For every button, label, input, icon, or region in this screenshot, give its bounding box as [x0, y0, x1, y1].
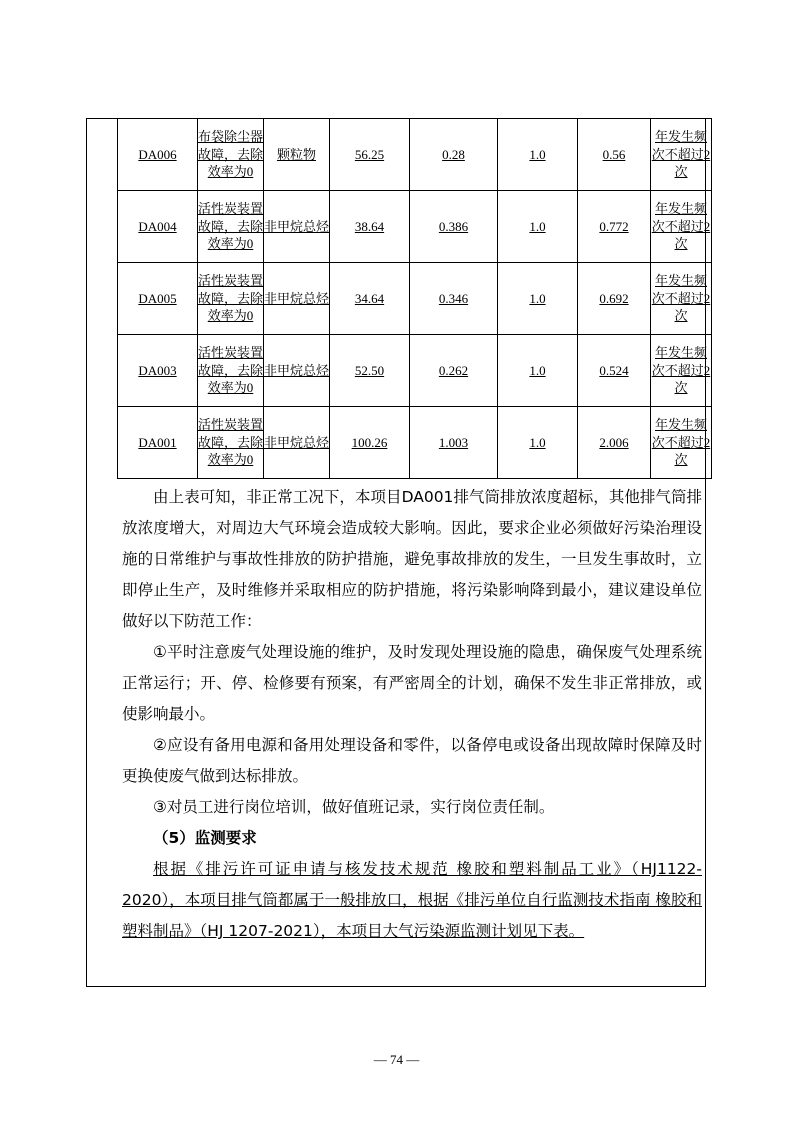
- emission-point-cell-text: DA003: [138, 362, 177, 378]
- emission-rate-cell: [410, 335, 498, 407]
- emission-point-cell: [118, 263, 198, 335]
- frequency-cell: [651, 263, 712, 335]
- abnormal-reason-cell-text: 活性炭装置故障，去除效率为0: [198, 345, 264, 396]
- duration-cell-text: 1.0: [529, 434, 546, 450]
- frequency-cell-text: 年发生频次不超过2次: [651, 201, 711, 252]
- emission-point-cell: [118, 407, 198, 479]
- abnormal-reason-cell: [198, 191, 264, 263]
- pollutant-cell: [264, 119, 330, 191]
- concentration-cell: [330, 263, 410, 335]
- emission-rate-cell-text: 1.003: [438, 434, 469, 450]
- body-text: [122, 482, 702, 947]
- emission-rate-cell: [410, 263, 498, 335]
- emission-amount-cell-text: 2.006: [599, 434, 629, 450]
- pollutant-cell: [264, 335, 330, 407]
- emission-point-cell-text: DA001: [138, 434, 177, 450]
- emission-amount-cell: [578, 335, 651, 407]
- concentration-cell-text: 56.25: [354, 146, 385, 162]
- abnormal-reason-cell: [198, 263, 264, 335]
- concentration-cell-text: 34.64: [354, 290, 385, 306]
- duration-cell-text: 1.0: [529, 290, 546, 306]
- abnormal-reason-cell-text: 活性炭装置故障，去除效率为0: [198, 417, 264, 468]
- duration-cell: [498, 263, 578, 335]
- abnormal-reason-cell-text: 活性炭装置故障，去除效率为0: [198, 201, 264, 252]
- abnormal-reason-cell-text: 布袋除尘器故障，去除效率为0: [198, 129, 264, 180]
- emission-amount-cell-text: 0.524: [599, 362, 629, 378]
- concentration-cell: [330, 119, 410, 191]
- table-row: [118, 263, 712, 335]
- page-number: — 74 —: [373, 1052, 420, 1067]
- concentration-cell-text: 38.64: [354, 218, 385, 234]
- abnormal-reason-cell: [198, 119, 264, 191]
- emission-rate-cell-text: 0.386: [438, 218, 469, 234]
- paragraph-measure-3: ③对员工进行岗位培训，做好值班记录，实行岗位责任制。: [153, 798, 555, 816]
- emission-amount-cell-text: 0.56: [602, 146, 626, 162]
- emission-rate-cell-text: 0.262: [438, 362, 469, 378]
- duration-cell: [498, 119, 578, 191]
- duration-cell-text: 1.0: [529, 218, 546, 234]
- table-row: [118, 191, 712, 263]
- pollutant-cell-text: 非甲烷总烃: [264, 290, 330, 306]
- frequency-cell: [651, 119, 712, 191]
- emission-rate-cell: [410, 407, 498, 479]
- abnormal-reason-cell: [198, 335, 264, 407]
- duration-cell-text: 1.0: [529, 146, 546, 162]
- paragraph-conclusion: 由上表可知，非正常工况下，本项目DA001排气筒排放浓度超标，其他排气筒排放浓度增大，对周边大气环境会造成较大影响。因此，要求企业必须做好污染治理设施的日常维护与事故性排放的防护措施，避免事故排放的发生，一旦发生事故时，立即停止生产，及时维修并采取相应的防护措施，将污染影响降到最小，建议建设单位做好以下防范工作：: [122, 488, 702, 630]
- pollutant-cell-text: 颗粒物: [276, 146, 316, 162]
- pollutant-cell: [264, 407, 330, 479]
- concentration-cell-text: 100.26: [351, 434, 388, 450]
- duration-cell-text: 1.0: [529, 362, 546, 378]
- emission-amount-cell: [578, 119, 651, 191]
- pollutant-cell-text: 非甲烷总烃: [264, 362, 330, 378]
- concentration-cell: [330, 407, 410, 479]
- emission-amount-cell: [578, 263, 651, 335]
- paragraph-monitoring: 根据《排污许可证申请与核发技术规范 橡胶和塑料制品工业》（HJ1122-2020），本项目排气筒都属于一般排放口，根据《排污单位自行监测技术指南 橡胶和塑料制品》（HJ 1207-2021），本项目大气污染源监测计划见下表。: [122, 860, 702, 940]
- paragraph-measure-1: ①平时注意废气处理设施的维护，及时发现处理设施的隐患，确保废气处理系统正常运行；开、停、检修要有预案，有严密周全的计划，确保不发生非正常排放，或使影响最小。: [122, 643, 702, 723]
- emission-point-cell-text: DA006: [138, 146, 177, 162]
- emission-rate-cell: [410, 119, 498, 191]
- section-heading-monitoring: （5）监测要求: [153, 829, 257, 847]
- duration-cell: [498, 191, 578, 263]
- concentration-cell: [330, 335, 410, 407]
- emission-point-cell: [118, 119, 198, 191]
- table-row: [118, 335, 712, 407]
- frequency-cell-text: 年发生频次不超过2次: [651, 417, 711, 468]
- frequency-cell-text: 年发生频次不超过2次: [651, 273, 711, 324]
- emission-rate-cell-text: 0.28: [442, 146, 465, 162]
- pollutant-cell-text: 非甲烷总烃: [264, 218, 330, 234]
- paragraph-measure-2: ②应设有备用电源和备用处理设备和零件，以备停电或设备出现故障时保障及时更换使废气做到达标排放。: [122, 736, 702, 785]
- abnormal-reason-cell: [198, 407, 264, 479]
- duration-cell: [498, 407, 578, 479]
- emission-point-cell-text: DA005: [138, 290, 177, 306]
- emission-amount-cell: [578, 407, 651, 479]
- emission-amount-cell-text: 0.772: [599, 218, 629, 234]
- frequency-cell-text: 年发生频次不超过2次: [651, 345, 711, 396]
- table-row: [118, 119, 712, 191]
- pollutant-cell: [264, 263, 330, 335]
- concentration-cell: [330, 191, 410, 263]
- abnormal-reason-cell-text: 活性炭装置故障，去除效率为0: [198, 273, 264, 324]
- duration-cell: [498, 335, 578, 407]
- emission-amount-cell-text: 0.692: [599, 290, 629, 306]
- emission-rate-cell-text: 0.346: [438, 290, 469, 306]
- emission-point-cell-text: DA004: [138, 218, 177, 234]
- emission-point-cell: [118, 335, 198, 407]
- frequency-cell: [651, 335, 712, 407]
- emission-amount-cell: [578, 191, 651, 263]
- table-row: [118, 407, 712, 479]
- pollutant-cell-text: 非甲烷总烃: [264, 434, 330, 450]
- frequency-cell: [651, 407, 712, 479]
- emission-point-cell: [118, 191, 198, 263]
- frequency-cell: [651, 191, 712, 263]
- concentration-cell-text: 52.50: [354, 362, 385, 378]
- emission-rate-cell: [410, 191, 498, 263]
- abnormal-emission-table: [117, 118, 712, 479]
- frequency-cell-text: 年发生频次不超过2次: [651, 129, 711, 180]
- pollutant-cell: [264, 191, 330, 263]
